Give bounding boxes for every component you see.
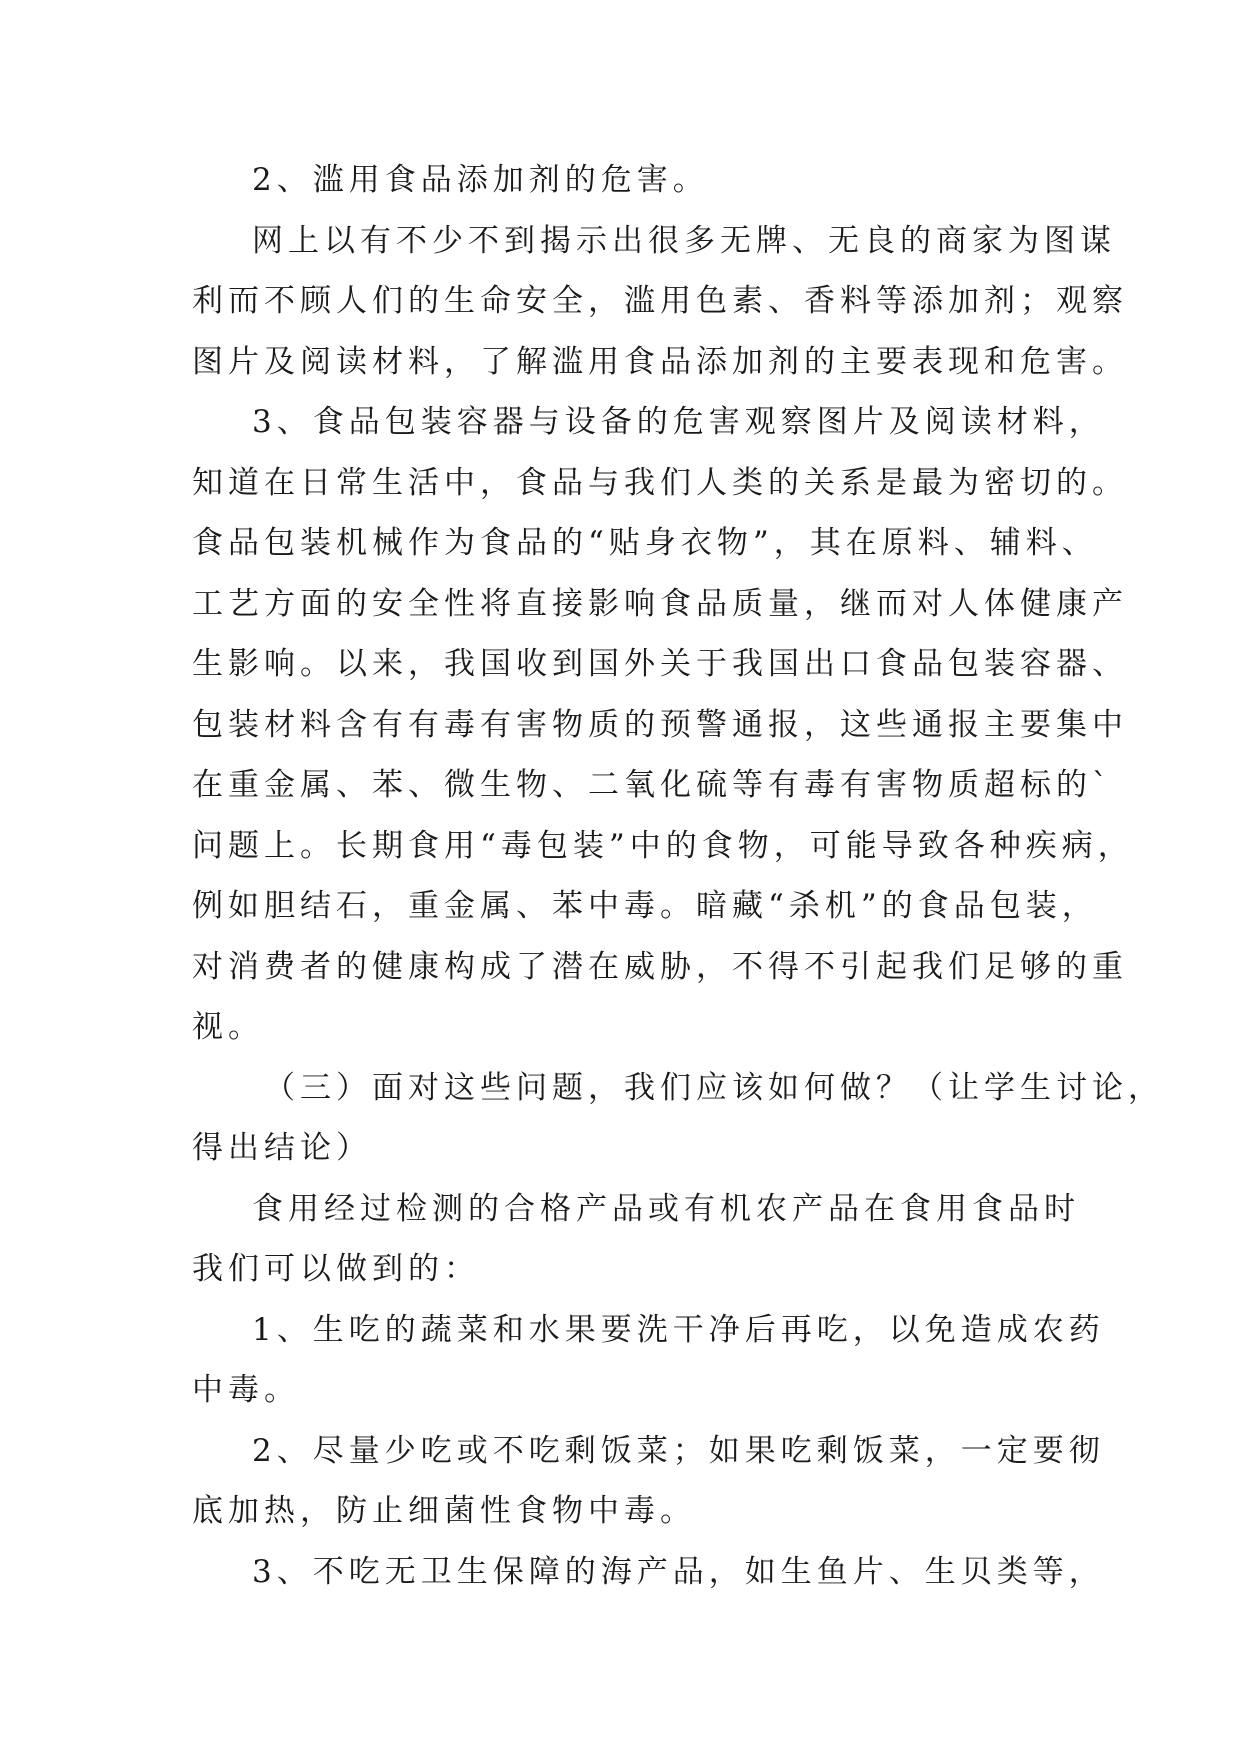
paragraph-line: 包装材料含有有毒有害物质的预警通报，这些通报主要集中 <box>192 706 1128 743</box>
list-item: 2、尽量少吃或不吃剩饭菜；如果吃剩饭菜，一定要彻 <box>252 1432 1105 1469</box>
paragraph-line: 问题上。长期食用“毒包装”中的食物，可能导致各种疾病， <box>192 827 1134 864</box>
paragraph-line: 我们可以做到的： <box>192 1251 480 1287</box>
document-body <box>192 150 1164 1602</box>
paragraph-line: 底加热，防止细菌性食物中毒。 <box>192 1493 696 1529</box>
paragraph-line: 食用经过检测的合格产品或有机农产品在食用食品时 <box>252 1190 1080 1227</box>
paragraph-line: 利而不顾人们的生命安全，滥用色素、香料等添加剂；观察 <box>192 283 1128 319</box>
paragraph-line: 得出结论） <box>192 1130 372 1166</box>
section-heading: 2、滥用食品添加剂的危害。 <box>252 162 709 198</box>
paragraph-line: 网上以有不少不到揭示出很多无牌、无良的商家为图谋 <box>252 222 1116 259</box>
list-item: 3、不吃无卫生保障的海产品，如生鱼片、生贝类等， <box>252 1553 1105 1590</box>
paragraph-line: 生影响。以来，我国收到国外关于我国出口食品包装容器、 <box>192 646 1128 682</box>
paragraph-line: 中毒。 <box>192 1372 300 1408</box>
paragraph-line: 在重金属、苯、微生物、二氧化硫等有毒有害物质超标的` <box>192 767 1113 803</box>
paragraph-line: 食品包装机械作为食品的“贴身衣物”，其在原料、辅料、 <box>192 525 1098 561</box>
section-heading: 3、食品包装容器与设备的危害观察图片及阅读材料， <box>252 404 1105 440</box>
section-heading: （三）面对这些问题，我们应该如何做？（让学生讨论， <box>264 1069 1164 1106</box>
paragraph-line: 视。 <box>192 1009 264 1045</box>
paragraph-line: 知道在日常生活中，食品与我们人类的关系是最为密切的。 <box>192 464 1128 501</box>
paragraph-line: 工艺方面的安全性将直接影响食品质量，继而对人体健康产 <box>192 585 1128 622</box>
paragraph-line: 例如胆结石，重金属、苯中毒。暗藏“杀机”的食品包装， <box>192 888 1098 924</box>
paragraph-line: 图片及阅读材料，了解滥用食品添加剂的主要表现和危害。 <box>192 343 1128 380</box>
paragraph-line: 对消费者的健康构成了潜在威胁，不得不引起我们足够的重 <box>192 948 1128 985</box>
list-item: 1、生吃的蔬菜和水果要洗干净后再吃，以免造成农药 <box>252 1311 1105 1348</box>
